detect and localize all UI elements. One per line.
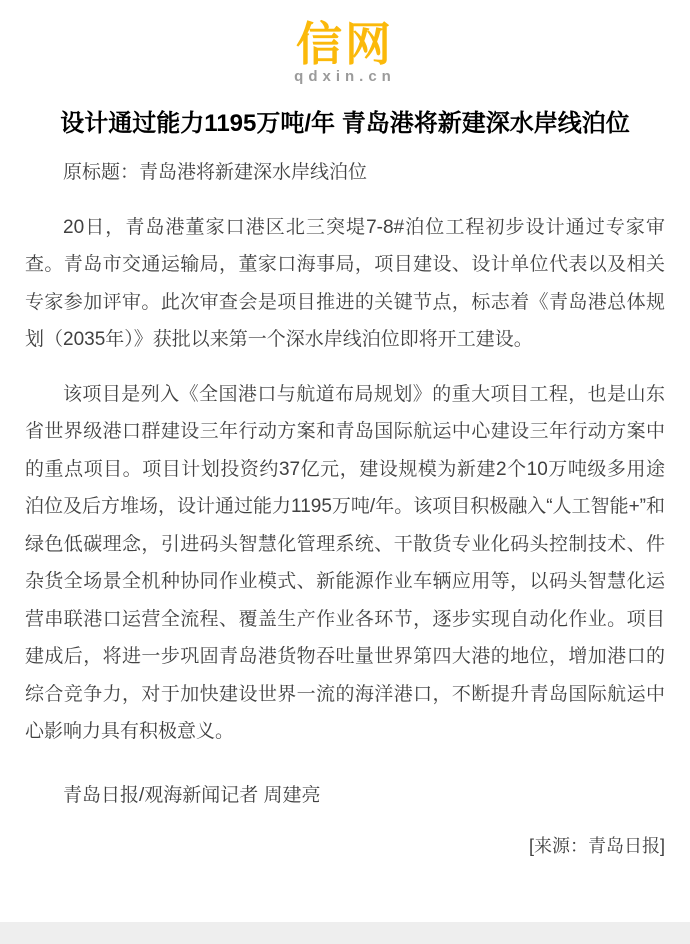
article-title: 设计通过能力1195万吨/年 青岛港将新建深水岸线泊位 bbox=[60, 110, 630, 138]
site-logo[interactable] bbox=[0, 0, 690, 84]
article-paragraph: 20日，青岛港董家口港区北三突堤7-8#泊位工程初步设计通过专家审查。青岛市交通运输局，董家口海事局，项目建设、设计单位代表以及相关专家参加评审。此次审查会是项目推进的关键节点，标志着《青岛港总体规划（2035年）》获批以来第一个深水岸线泊位即将开工建设。 bbox=[25, 216, 665, 351]
article-paragraph: 该项目是列入《全国港口与航道布局规划》的重大项目工程，也是山东省世界级港口群建设三年行动方案和青岛国际航运中心建设三年行动方案中的重点项目。项目计划投资约37亿元，建设规模为新建2个10万吨级多用途泊位及后方堆场，设计通过能力1195万吨/年。该项目积极融入“人工智能+”和绿色低碳理念，引进码头智慧化管理系统、干散货专业化码头控制技术、件杂货全场景全机种协同作业模式、新能源作业车辆应用等，以码头智慧化运营串联港口运营全流程、覆盖生产作业各环节，逐步实现自动化作业。项目建成后，将进一步巩固青岛港货物吞吐量世界第四大港的地位，增加港口的综合竞争力，对于加快建设世界一流的海洋港口，不断提升青岛国际航运中心影响力具有积极意义。 bbox=[25, 383, 665, 743]
source-attribution: [来源：青岛日报] bbox=[528, 836, 665, 857]
byline: 青岛日报/观海新闻记者 周建亮 bbox=[63, 784, 321, 806]
site-logo-domain[interactable]: qdxin.cn bbox=[294, 68, 396, 86]
footer-divider bbox=[0, 922, 690, 944]
original-title-line: 原标题：青岛港将新建深水岸线泊位 bbox=[63, 162, 368, 184]
site-logo-brand[interactable]: 信网 bbox=[296, 18, 394, 70]
article-body bbox=[25, 154, 665, 814]
